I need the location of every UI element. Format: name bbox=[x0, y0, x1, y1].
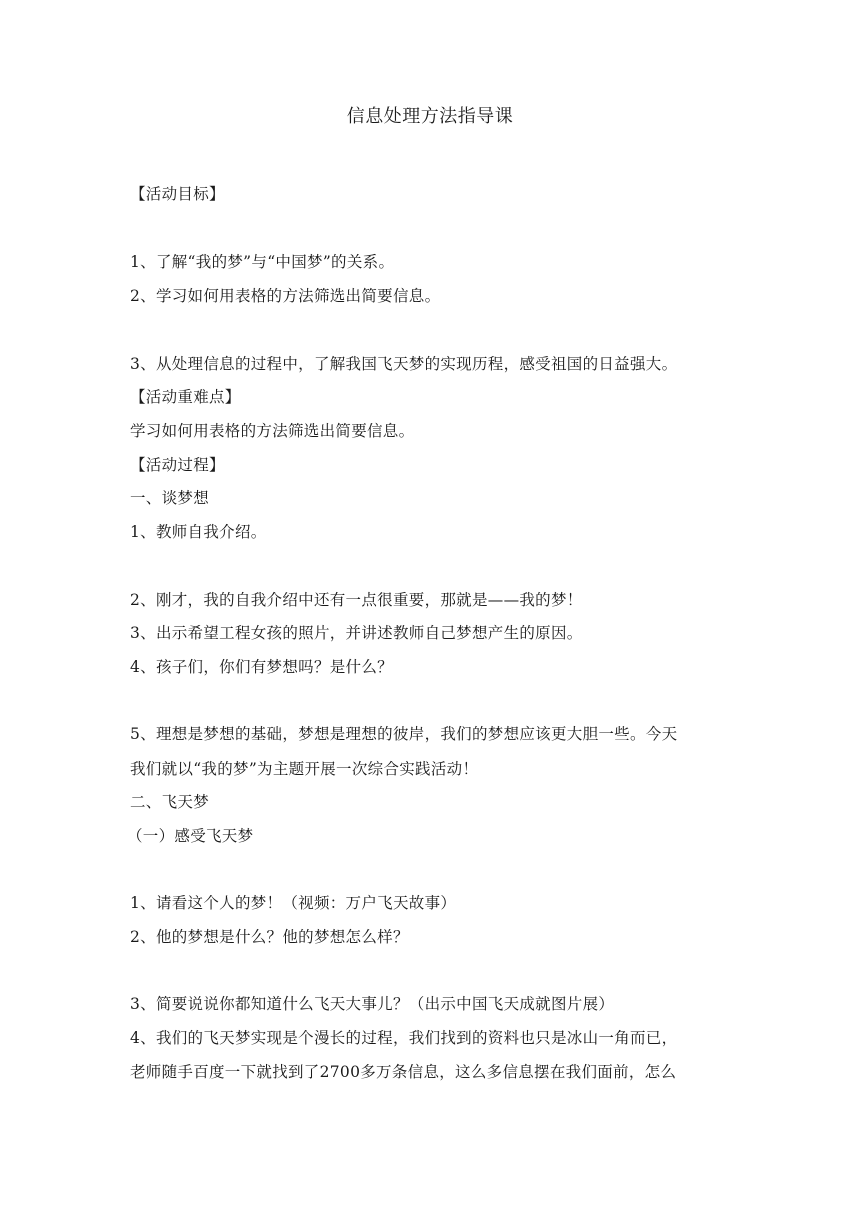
subsection-heading-dreams: 一、谈梦想 bbox=[130, 489, 210, 507]
goal-item-1: 1、了解“我的梦”与“中国梦”的关系。 bbox=[130, 253, 395, 271]
section-heading-process: 【活动过程】 bbox=[130, 456, 225, 474]
section-heading-goals: 【活动目标】 bbox=[130, 185, 225, 203]
flight-item-4-continued: 老师随手百度一下就找到了2700多万条信息，这么多信息摆在我们面前，怎么 bbox=[130, 1063, 677, 1081]
flight-item-1: 1、请看这个人的梦！（视频：万户飞天故事） bbox=[130, 894, 457, 912]
flight-item-4: 4、我们的飞天梦实现是个漫长的过程，我们找到的资料也只是冰山一角而已， bbox=[130, 1029, 678, 1047]
process-item-2: 2、刚才，我的自我介绍中还有一点很重要，那就是——我的梦！ bbox=[130, 591, 583, 609]
process-item-5-continued: 我们就以“我的梦”为主题开展一次综合实践活动！ bbox=[130, 760, 479, 778]
flight-item-2: 2、他的梦想是什么？他的梦想怎么样？ bbox=[130, 928, 409, 946]
goal-item-2: 2、学习如何用表格的方法筛选出简要信息。 bbox=[130, 287, 441, 305]
process-item-4: 4、孩子们，你们有梦想吗？是什么？ bbox=[130, 658, 393, 676]
document-title: 信息处理方法指导课 bbox=[346, 106, 514, 127]
flight-item-3: 3、简要说说你都知道什么飞天大事儿？（出示中国飞天成就图片展） bbox=[130, 995, 615, 1013]
process-item-5: 5、理想是梦想的基础，梦想是理想的彼岸，我们的梦想应该更大胆一些。今天 bbox=[130, 725, 678, 743]
goal-item-3: 3、从处理信息的过程中，了解我国飞天梦的实现历程，感受祖国的日益强大。 bbox=[130, 355, 678, 373]
subsection-heading-flight-dream: 二、飞天梦 bbox=[130, 793, 210, 811]
process-item-1: 1、教师自我介绍。 bbox=[130, 523, 267, 541]
sub-subsection-heading-feel: （一）感受飞天梦 bbox=[127, 827, 254, 845]
process-item-3: 3、出示希望工程女孩的照片，并讲述教师自己梦想产生的原因。 bbox=[130, 624, 583, 642]
key-points-text: 学习如何用表格的方法筛选出简要信息。 bbox=[130, 422, 415, 440]
section-heading-key-points: 【活动重难点】 bbox=[130, 388, 241, 406]
